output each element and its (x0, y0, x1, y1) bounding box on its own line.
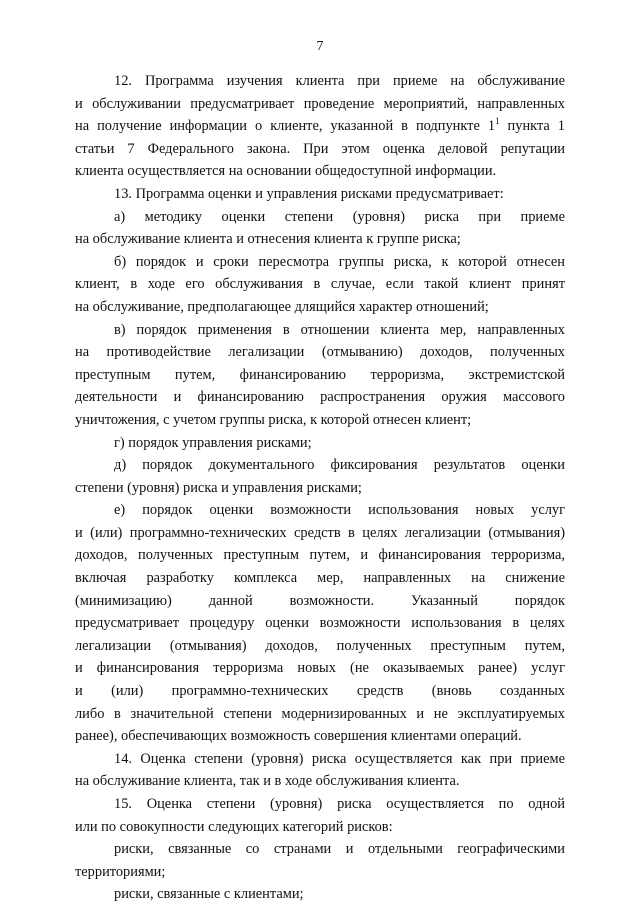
text-line-content: в) порядок применения в отношении клиента мер, направленных (114, 321, 565, 338)
text-line (75, 748, 565, 771)
text-line (75, 635, 565, 658)
text-line (75, 861, 565, 884)
text-line-content: на обслуживание клиента, так и в ходе обслуживания клиента. (75, 773, 460, 790)
text-line (75, 567, 565, 590)
text-line (75, 499, 565, 522)
text-line (75, 725, 565, 748)
text-line-content: степени (уровня) риска и управления рисками; (75, 479, 362, 496)
text-line-continuation: пункта 1 (499, 118, 565, 135)
text-line-content: предусматривает процедуру оценки возможности использования в целях (75, 615, 565, 632)
text-line (75, 70, 565, 93)
text-line-content: ранее), обеспечивающих возможность совершения клиентами операций. (75, 728, 522, 745)
text-line-content: на обслуживание, предполагающее длящийся характер отношений; (75, 298, 489, 315)
text-line (75, 296, 565, 319)
text-line-content: на противодействие легализации (отмыванию) доходов, полученных (75, 344, 565, 361)
text-line (75, 409, 565, 432)
text-line-content: г) порядок управления рисками; (114, 434, 312, 451)
text-line-content: д) порядок документального фиксирования результатов оценки (114, 457, 565, 474)
text-line (75, 228, 565, 251)
text-line-content: е) порядок оценки возможности использования новых услуг (114, 502, 565, 519)
text-line-content: (минимизацию) данной возможности. Указанный порядок (75, 592, 565, 609)
text-line (75, 770, 565, 793)
text-line (75, 206, 565, 229)
text-line (75, 544, 565, 567)
page-number: 7 (316, 39, 324, 54)
text-line (75, 612, 565, 635)
text-line (75, 386, 565, 409)
text-line-content: и обслуживании предусматривает проведение мероприятий, направленных (75, 95, 565, 112)
text-line (75, 160, 565, 183)
text-line (75, 364, 565, 387)
text-line (75, 680, 565, 703)
text-line-content: преступным путем, финансированию терроризма, экстремистской (75, 366, 565, 383)
text-line (75, 477, 565, 500)
text-line-content: статьи 7 Федерального закона. При этом оценка деловой репутации (75, 140, 565, 157)
text-line (75, 115, 565, 138)
text-line-content: 15. Оценка степени (уровня) риска осуществляется по одной (114, 796, 565, 812)
text-line (75, 93, 565, 116)
text-line-content: на обслуживание клиента и отнесения клиента к группе риска; (75, 231, 461, 248)
text-line-content: б) порядок и сроки пересмотра группы риска, к которой отнесен (114, 253, 565, 270)
text-line-content: а) методику оценки степени (уровня) риска при приеме (114, 208, 565, 225)
text-line (75, 183, 565, 206)
text-line-content: клиента осуществляется на основании общедоступной информации. (75, 163, 497, 180)
text-line-content: и финансирования терроризма новых (не оказываемых ранее) услуг (75, 660, 565, 677)
text-line-content: деятельности и финансированию распространения оружия массового (75, 389, 565, 406)
text-line (75, 522, 565, 545)
text-line-content: доходов, полученных преступным путем, и финансирования терроризма, (75, 547, 565, 564)
text-line (75, 138, 565, 161)
text-line-content: 12. Программа изучения клиента при приеме на обслуживание (114, 73, 565, 89)
text-line-content: 13. Программа оценки и управления рисками предусматривает: (114, 185, 504, 202)
text-line (75, 251, 565, 274)
text-line (75, 341, 565, 364)
text-line-content: на получение информации о клиенте, указанной в подпункте 1 (75, 118, 496, 135)
text-line-content: включая разработку комплекса мер, направленных на снижение (75, 570, 565, 587)
text-line (75, 703, 565, 726)
text-line-content: и (или) программно-технических средств (вновь созданных (75, 683, 565, 700)
text-line (75, 816, 565, 839)
text-line (75, 273, 565, 296)
superscript: 1 (495, 116, 500, 127)
text-line (75, 432, 565, 455)
text-line (75, 838, 565, 861)
text-line-content: риски, связанные с клиентами; (114, 886, 304, 903)
document-body (75, 70, 565, 906)
text-line-content: риски, связанные со странами и отдельными географическими (114, 841, 565, 858)
text-line-content: и (или) программно-технических средств в целях легализации (отмывания) (75, 524, 565, 541)
text-line-content: уничтожения, с учетом группы риска, к которой отнесен клиент; (75, 411, 472, 428)
text-line (75, 793, 565, 816)
text-line-content: территориями; (75, 863, 166, 880)
text-line (75, 454, 565, 477)
text-line-content: 14. Оценка степени (уровня) риска осуществляется как при приеме (114, 750, 565, 767)
text-line-content: либо в значительной степени модернизированных и не эксплуатируемых (75, 705, 565, 722)
text-line (75, 319, 565, 342)
text-line (75, 883, 565, 906)
text-line (75, 657, 565, 680)
text-line-content: легализации (отмывания) доходов, полученных преступным путем, (75, 637, 565, 654)
text-line-content: клиент, в ходе его обслуживания в случае, если такой клиент принят (75, 276, 565, 293)
text-line-content: или по совокупности следующих категорий рисков: (75, 818, 393, 835)
text-line (75, 590, 565, 613)
